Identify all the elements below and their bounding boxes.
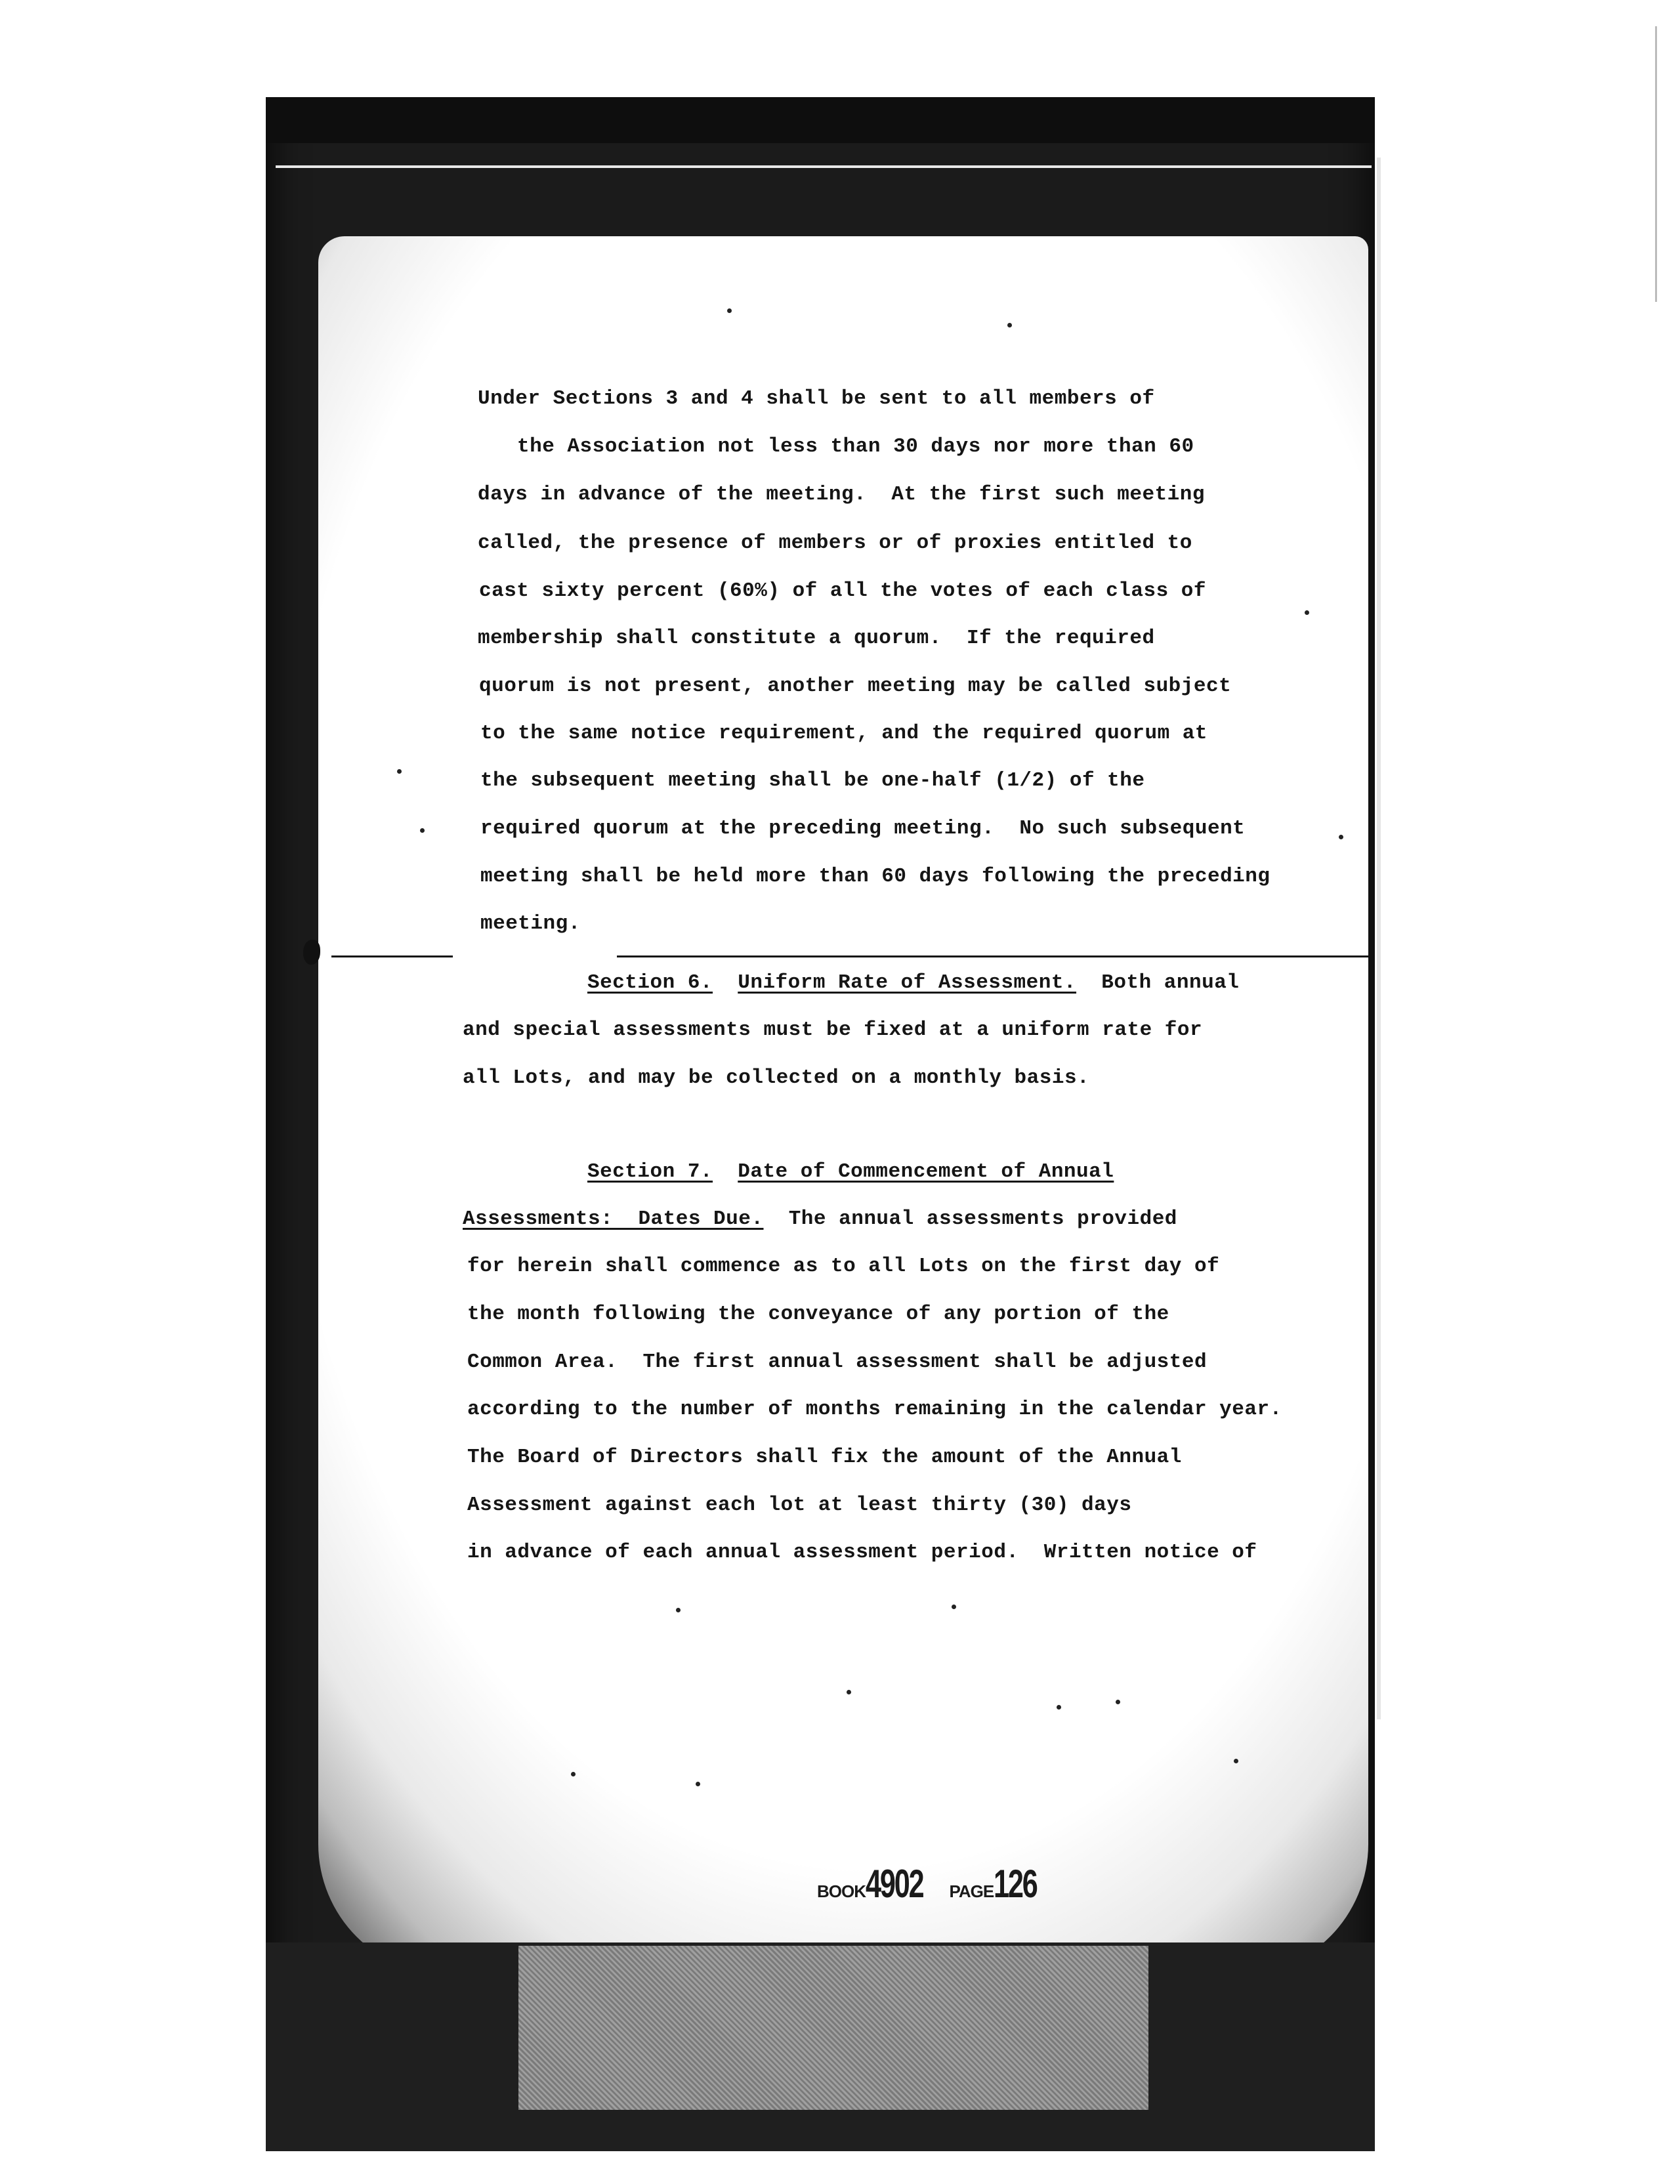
scan-speck [727,308,732,313]
text-line: Common Area. The first annual assessment shall be adjusted [467,1351,1208,1374]
section-6-text: Both annual [1101,971,1240,994]
text-line: days in advance of the meeting. At the first such meeting [478,483,1205,506]
text-line: Under Sections 3 and 4 shall be sent to all members of [478,387,1155,410]
text-line: meeting. [480,912,581,935]
scan-speck [397,769,402,774]
section-6-heading [587,971,1239,994]
scan-speck [571,1772,576,1776]
scan-speck [952,1605,956,1609]
text-line: in advance of each annual assessment period. Written notice of [467,1541,1257,1564]
scan-speck [1116,1700,1120,1704]
scan-speck [1007,323,1012,327]
stamp-page-label: PAGE [949,1881,994,1901]
book-page-stamp [817,1861,1053,1906]
scan-speck [847,1690,851,1694]
section-7-title-cont: Assessments: Dates Due. [463,1208,764,1230]
section-7-heading-cont [463,1208,1177,1230]
text-line: required quorum at the preceding meeting. No such subsequent [480,817,1246,840]
stamp-book-number: 4902 [866,1862,923,1906]
text-line: and special assessments must be fixed at a uniform rate for [463,1018,1203,1041]
text-line: to the same notice requirement, and the required quorum at [480,722,1208,745]
text-line: cast sixty percent (60%) of all the votes of each class of [479,579,1206,602]
stamp-book-label: BOOK [817,1881,866,1901]
text-line: called, the presence of members or of proxies entitled to [478,532,1192,555]
text-line: membership shall constitute a quorum. If the required [478,627,1155,650]
text-line: according to the number of months remaining in the calendar year. [467,1398,1282,1421]
scan-speck [1234,1759,1238,1763]
section-6-title: Uniform Rate of Assessment. [738,971,1077,994]
text-line: the Association not less than 30 days nor more than 60 [517,435,1194,458]
scan-speck [1339,835,1343,839]
text-line: meeting shall be held more than 60 days following the preceding [480,865,1270,888]
text-line: The Board of Directors shall fix the amount of the Annual [467,1446,1182,1469]
text-line: the subsequent meeting shall be one-half (1/2) of the [480,769,1145,792]
scan-speck [696,1782,700,1786]
text-line: for herein shall commence as to all Lots on the first day of [467,1255,1220,1278]
scan-speck [676,1608,681,1612]
section-7-heading [587,1160,1114,1183]
section-7-number: Section 7. [587,1160,713,1183]
section-7-text: The annual assessments provided [788,1208,1177,1230]
text-line: Assessment against each lot at least thirty (30) days [467,1494,1132,1517]
section-6-number: Section 6. [587,971,713,994]
text-line: the month following the conveyance of any portion of the [467,1303,1169,1326]
scan-speck [420,828,425,833]
section-7-title: Date of Commencement of Annual [738,1160,1114,1183]
text-line: quorum is not present, another meeting may be called subject [479,675,1232,698]
scan-speck [1305,610,1309,615]
text-line: all Lots, and may be collected on a monthly basis. [463,1066,1090,1089]
stamp-page-number: 126 [994,1862,1037,1906]
scan-speck [1057,1705,1061,1710]
